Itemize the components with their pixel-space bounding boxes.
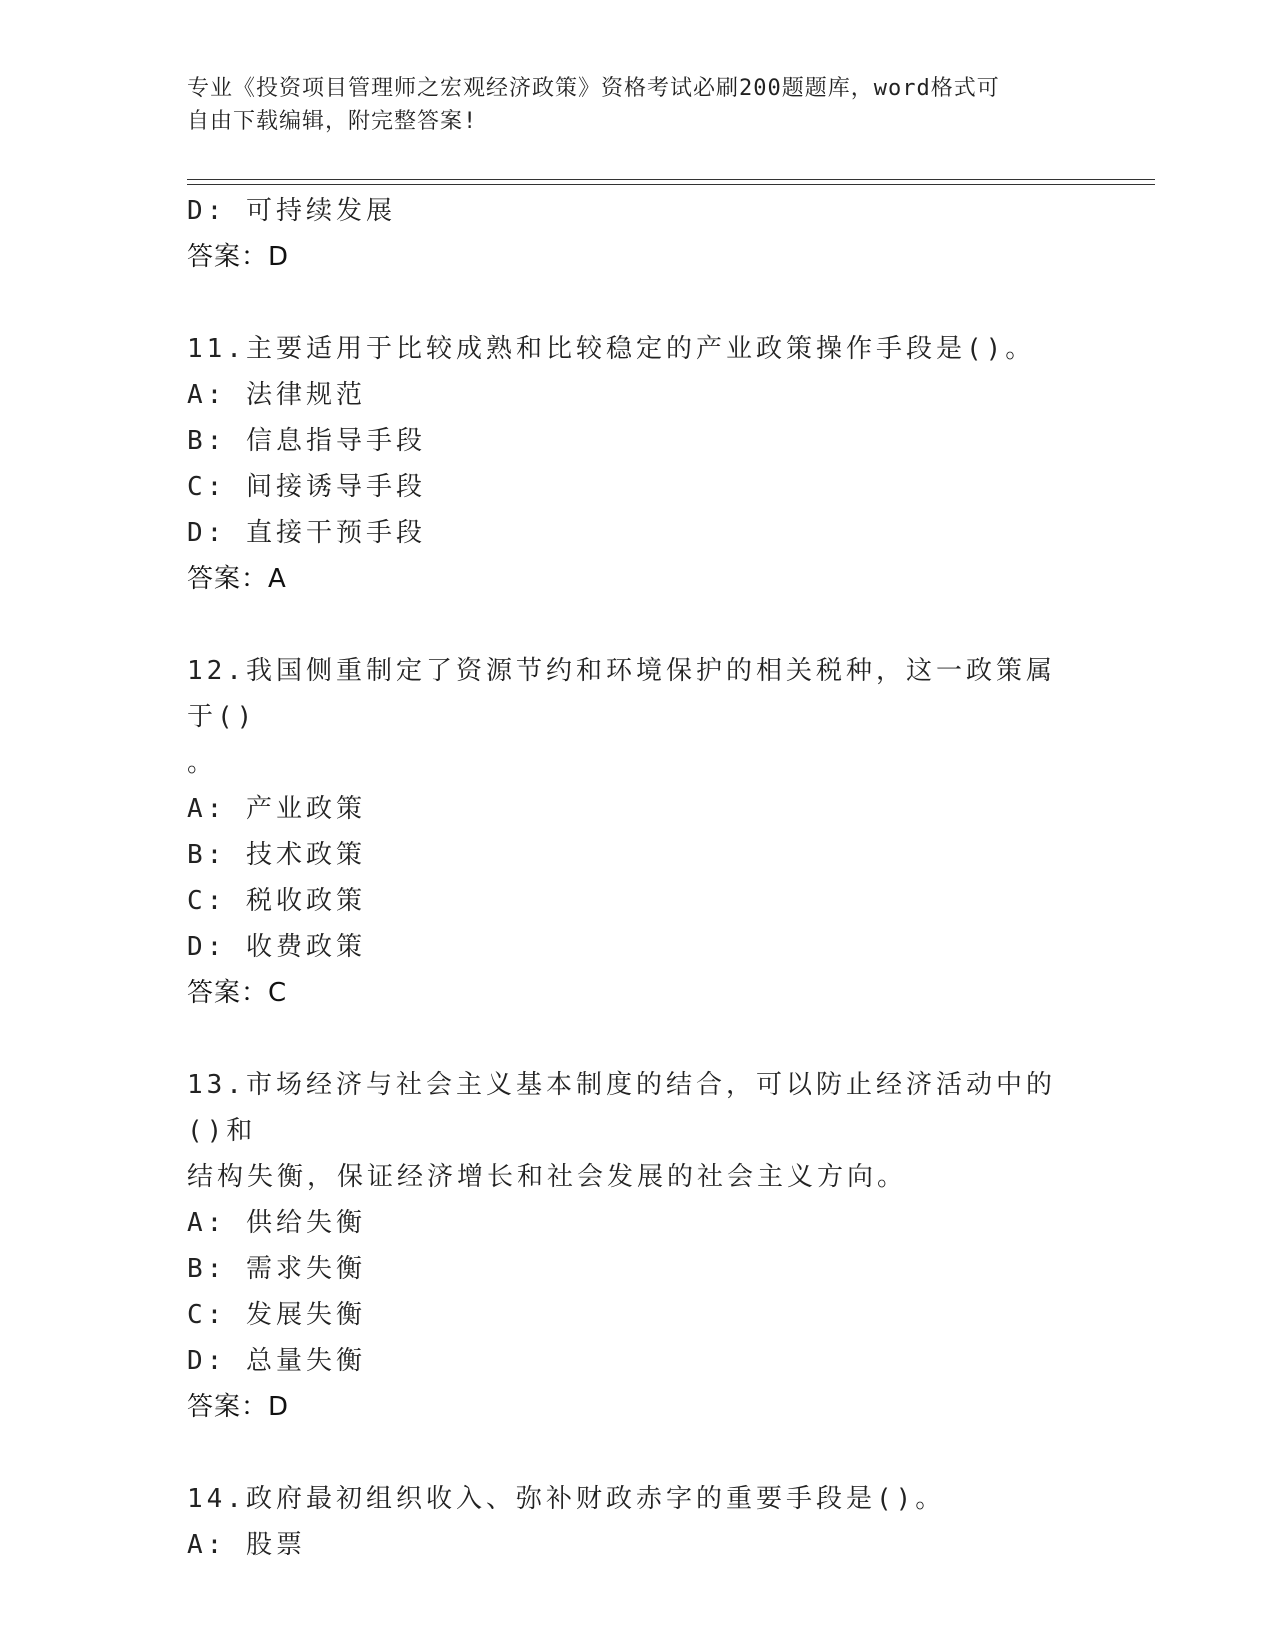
spacer <box>187 280 1087 326</box>
question-11-option-b: B: 信息指导手段 <box>187 426 426 456</box>
question-11-option-d: D: 直接干预手段 <box>187 518 426 548</box>
question-12-stem-continuation: 。 <box>187 748 218 778</box>
question-12-option-d: D: 收费政策 <box>187 932 366 962</box>
question-12-option-b: B: 技术政策 <box>187 840 366 870</box>
question-13-option-c: C: 发展失衡 <box>187 1300 366 1330</box>
question-13-answer: 答案：D <box>187 1392 290 1422</box>
question-14-option-a: A: 股票 <box>187 1530 306 1560</box>
question-13-stem: 13.市场经济与社会主义基本制度的结合，可以防止经济活动中的()和 <box>187 1070 1056 1146</box>
prev-answer: 答案：D <box>187 242 290 272</box>
question-14-stem: 14.政府最初组织收入、弥补财政赤字的重要手段是()。 <box>187 1484 946 1514</box>
question-12-stem: 12.我国侧重制定了资源节约和环境保护的相关税种，这一政策属于() <box>187 656 1056 732</box>
header-divider-bottom <box>187 184 1155 185</box>
header-line-2: 自由下载编辑，附完整答案! <box>187 109 478 134</box>
question-13-stem-continuation: 结构失衡，保证经济增长和社会发展的社会主义方向。 <box>187 1162 908 1192</box>
header-line-1: 专业《投资项目管理师之宏观经济政策》资格考试必刷200题题库，word格式可 <box>187 76 1000 101</box>
question-13-option-d: D: 总量失衡 <box>187 1346 366 1376</box>
question-content <box>187 188 1087 1568</box>
document-header <box>187 72 1067 138</box>
spacer <box>187 1016 1087 1062</box>
question-11-option-c: C: 间接诱导手段 <box>187 472 426 502</box>
question-12-answer: 答案：C <box>187 978 288 1008</box>
spacer <box>187 602 1087 648</box>
question-12-option-c: C: 税收政策 <box>187 886 366 916</box>
question-11-answer: 答案：A <box>187 564 287 594</box>
prev-option-d: D: 可持续发展 <box>187 196 396 226</box>
question-11-option-a: A: 法律规范 <box>187 380 366 410</box>
header-divider-top <box>187 179 1155 180</box>
spacer <box>187 1430 1087 1476</box>
question-13-option-a: A: 供给失衡 <box>187 1208 366 1238</box>
question-12-option-a: A: 产业政策 <box>187 794 366 824</box>
question-11-stem: 11.主要适用于比较成熟和比较稳定的产业政策操作手段是()。 <box>187 334 1036 364</box>
question-13-option-b: B: 需求失衡 <box>187 1254 366 1284</box>
